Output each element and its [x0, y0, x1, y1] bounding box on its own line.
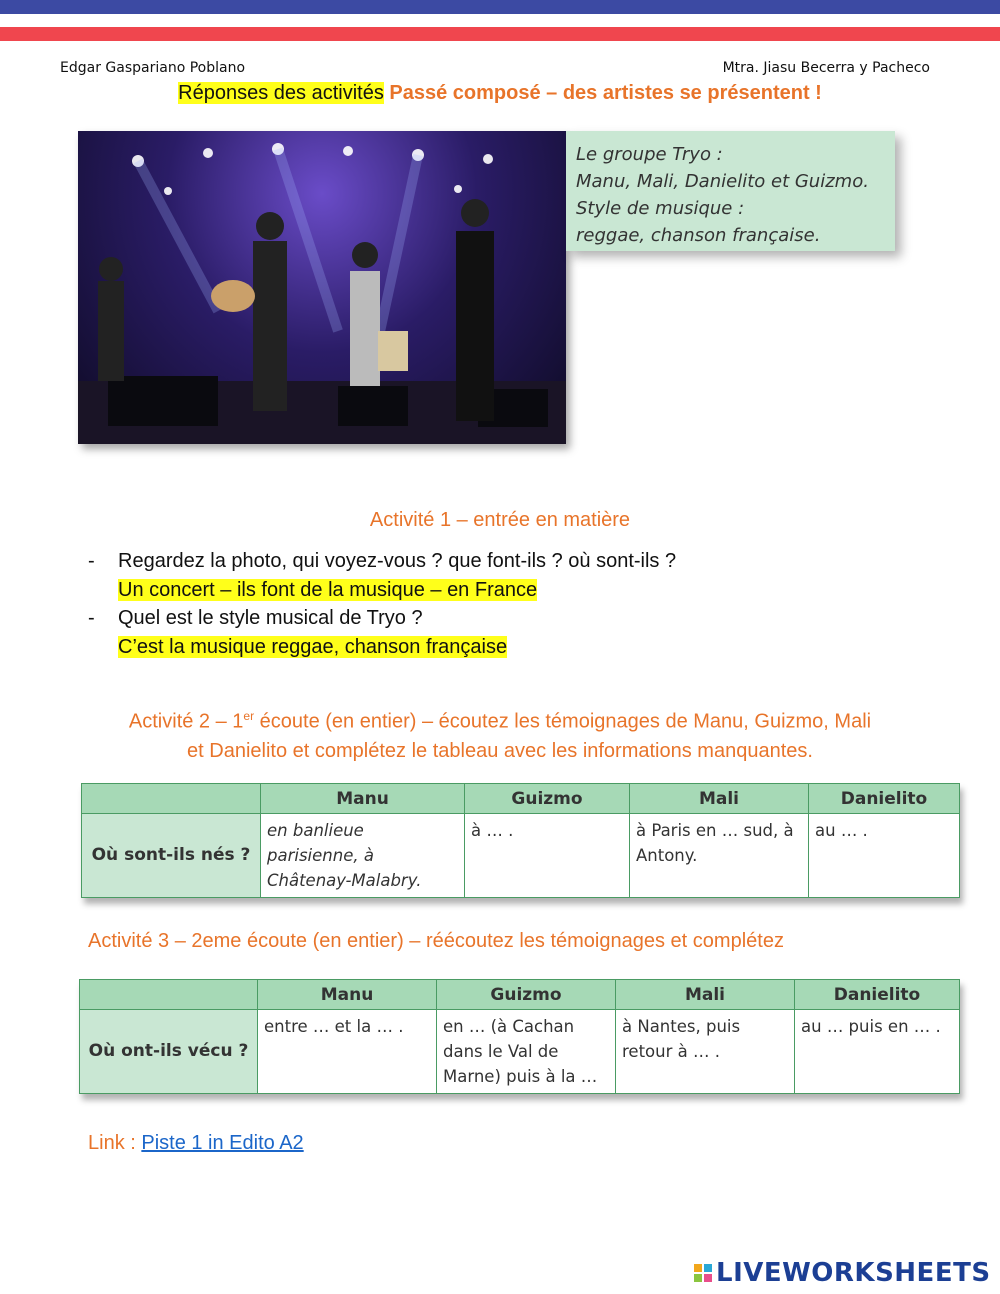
list-item: - Regardez la photo, qui voyez-vous ? que font-ils ? où sont-ils ? Un concert – ils font de la musique – en France: [88, 547, 676, 604]
answer-text: C’est la musique reggae, chanson française: [118, 635, 508, 658]
caption-line: reggae, chanson française.: [576, 225, 821, 246]
activity1-list: [88, 547, 676, 661]
table-header: Guizmo: [465, 784, 630, 814]
row-label: Où ont-ils vécu ?: [80, 1010, 258, 1094]
table-header: Danielito: [795, 980, 960, 1010]
table-header: Mali: [616, 980, 795, 1010]
table-cell: en … (à Cachan dans le Val de Marne) puis à la …: [437, 1010, 616, 1094]
activity1-title: Activité 1 – entrée en matière: [369, 509, 631, 531]
band-caption: [566, 131, 895, 251]
activity2-table: [81, 783, 960, 898]
flag-stripe-red: [0, 27, 1000, 41]
audio-track-link[interactable]: Piste 1 in Edito A2: [141, 1132, 304, 1154]
concert-photo: [78, 131, 566, 444]
list-item: - Quel est le style musical de Tryo ? C’est la musique reggae, chanson française: [88, 604, 676, 661]
answer-text: Un concert – ils font de la musique – en France: [118, 578, 538, 601]
activity2-title: Activité 2 – 1er écoute (en entier) – écoutez les témoignages de Manu, Guizmo, Mali et Danielito et complétez le tableau avec les informations manquantes.: [128, 709, 872, 762]
table-header: Danielito: [809, 784, 960, 814]
concert-illustration: [78, 131, 566, 444]
activity3-title: Activité 3 – 2eme écoute (en entier) – réécoutez les témoignages et complétez: [88, 930, 784, 952]
caption-line: Le groupe Tryo :: [576, 144, 723, 165]
table-header: Guizmo: [437, 980, 616, 1010]
caption-line: Manu, Mali, Danielito et Guizmo.: [576, 171, 869, 192]
activity3-table: [79, 979, 960, 1094]
table-header: Manu: [261, 784, 465, 814]
title-main: Passé composé – des artistes se présentent !: [389, 82, 822, 104]
table-cell: à … .: [465, 814, 630, 898]
table-cell: à Nantes, puis retour à … .: [616, 1010, 795, 1094]
table-cell: au … puis en … .: [795, 1010, 960, 1094]
link-label: Link :: [88, 1132, 142, 1154]
caption-line: Style de musique :: [576, 198, 745, 219]
table-cell: en banlieue parisienne, à Châtenay-Malabry.: [261, 814, 465, 898]
table-cell: au … .: [809, 814, 960, 898]
teacher-name: Mtra. Jiasu Becerra y Pacheco: [722, 60, 930, 76]
flag-stripe-blue: [0, 0, 1000, 14]
page-title: [0, 82, 1000, 105]
table-cell: à Paris en … sud, à Antony.: [630, 814, 809, 898]
logo-icon: [694, 1264, 712, 1282]
question-text: Regardez la photo, qui voyez-vous ? que font-ils ? où sont-ils ?: [118, 550, 677, 572]
link-line: [88, 1132, 304, 1155]
question-text: Quel est le style musical de Tryo ?: [118, 607, 423, 629]
author-name: Edgar Gaspariano Poblano: [60, 60, 246, 76]
table-header: [80, 980, 258, 1010]
table-header: Mali: [630, 784, 809, 814]
table-header: Manu: [258, 980, 437, 1010]
logo-text: LIVEWORKSHEETS: [716, 1258, 991, 1288]
liveworksheets-logo: [694, 1258, 991, 1288]
table-cell: entre … et la … .: [258, 1010, 437, 1094]
title-prefix: Réponses des activités: [178, 82, 384, 104]
table-header: [82, 784, 261, 814]
row-label: Où sont-ils nés ?: [82, 814, 261, 898]
